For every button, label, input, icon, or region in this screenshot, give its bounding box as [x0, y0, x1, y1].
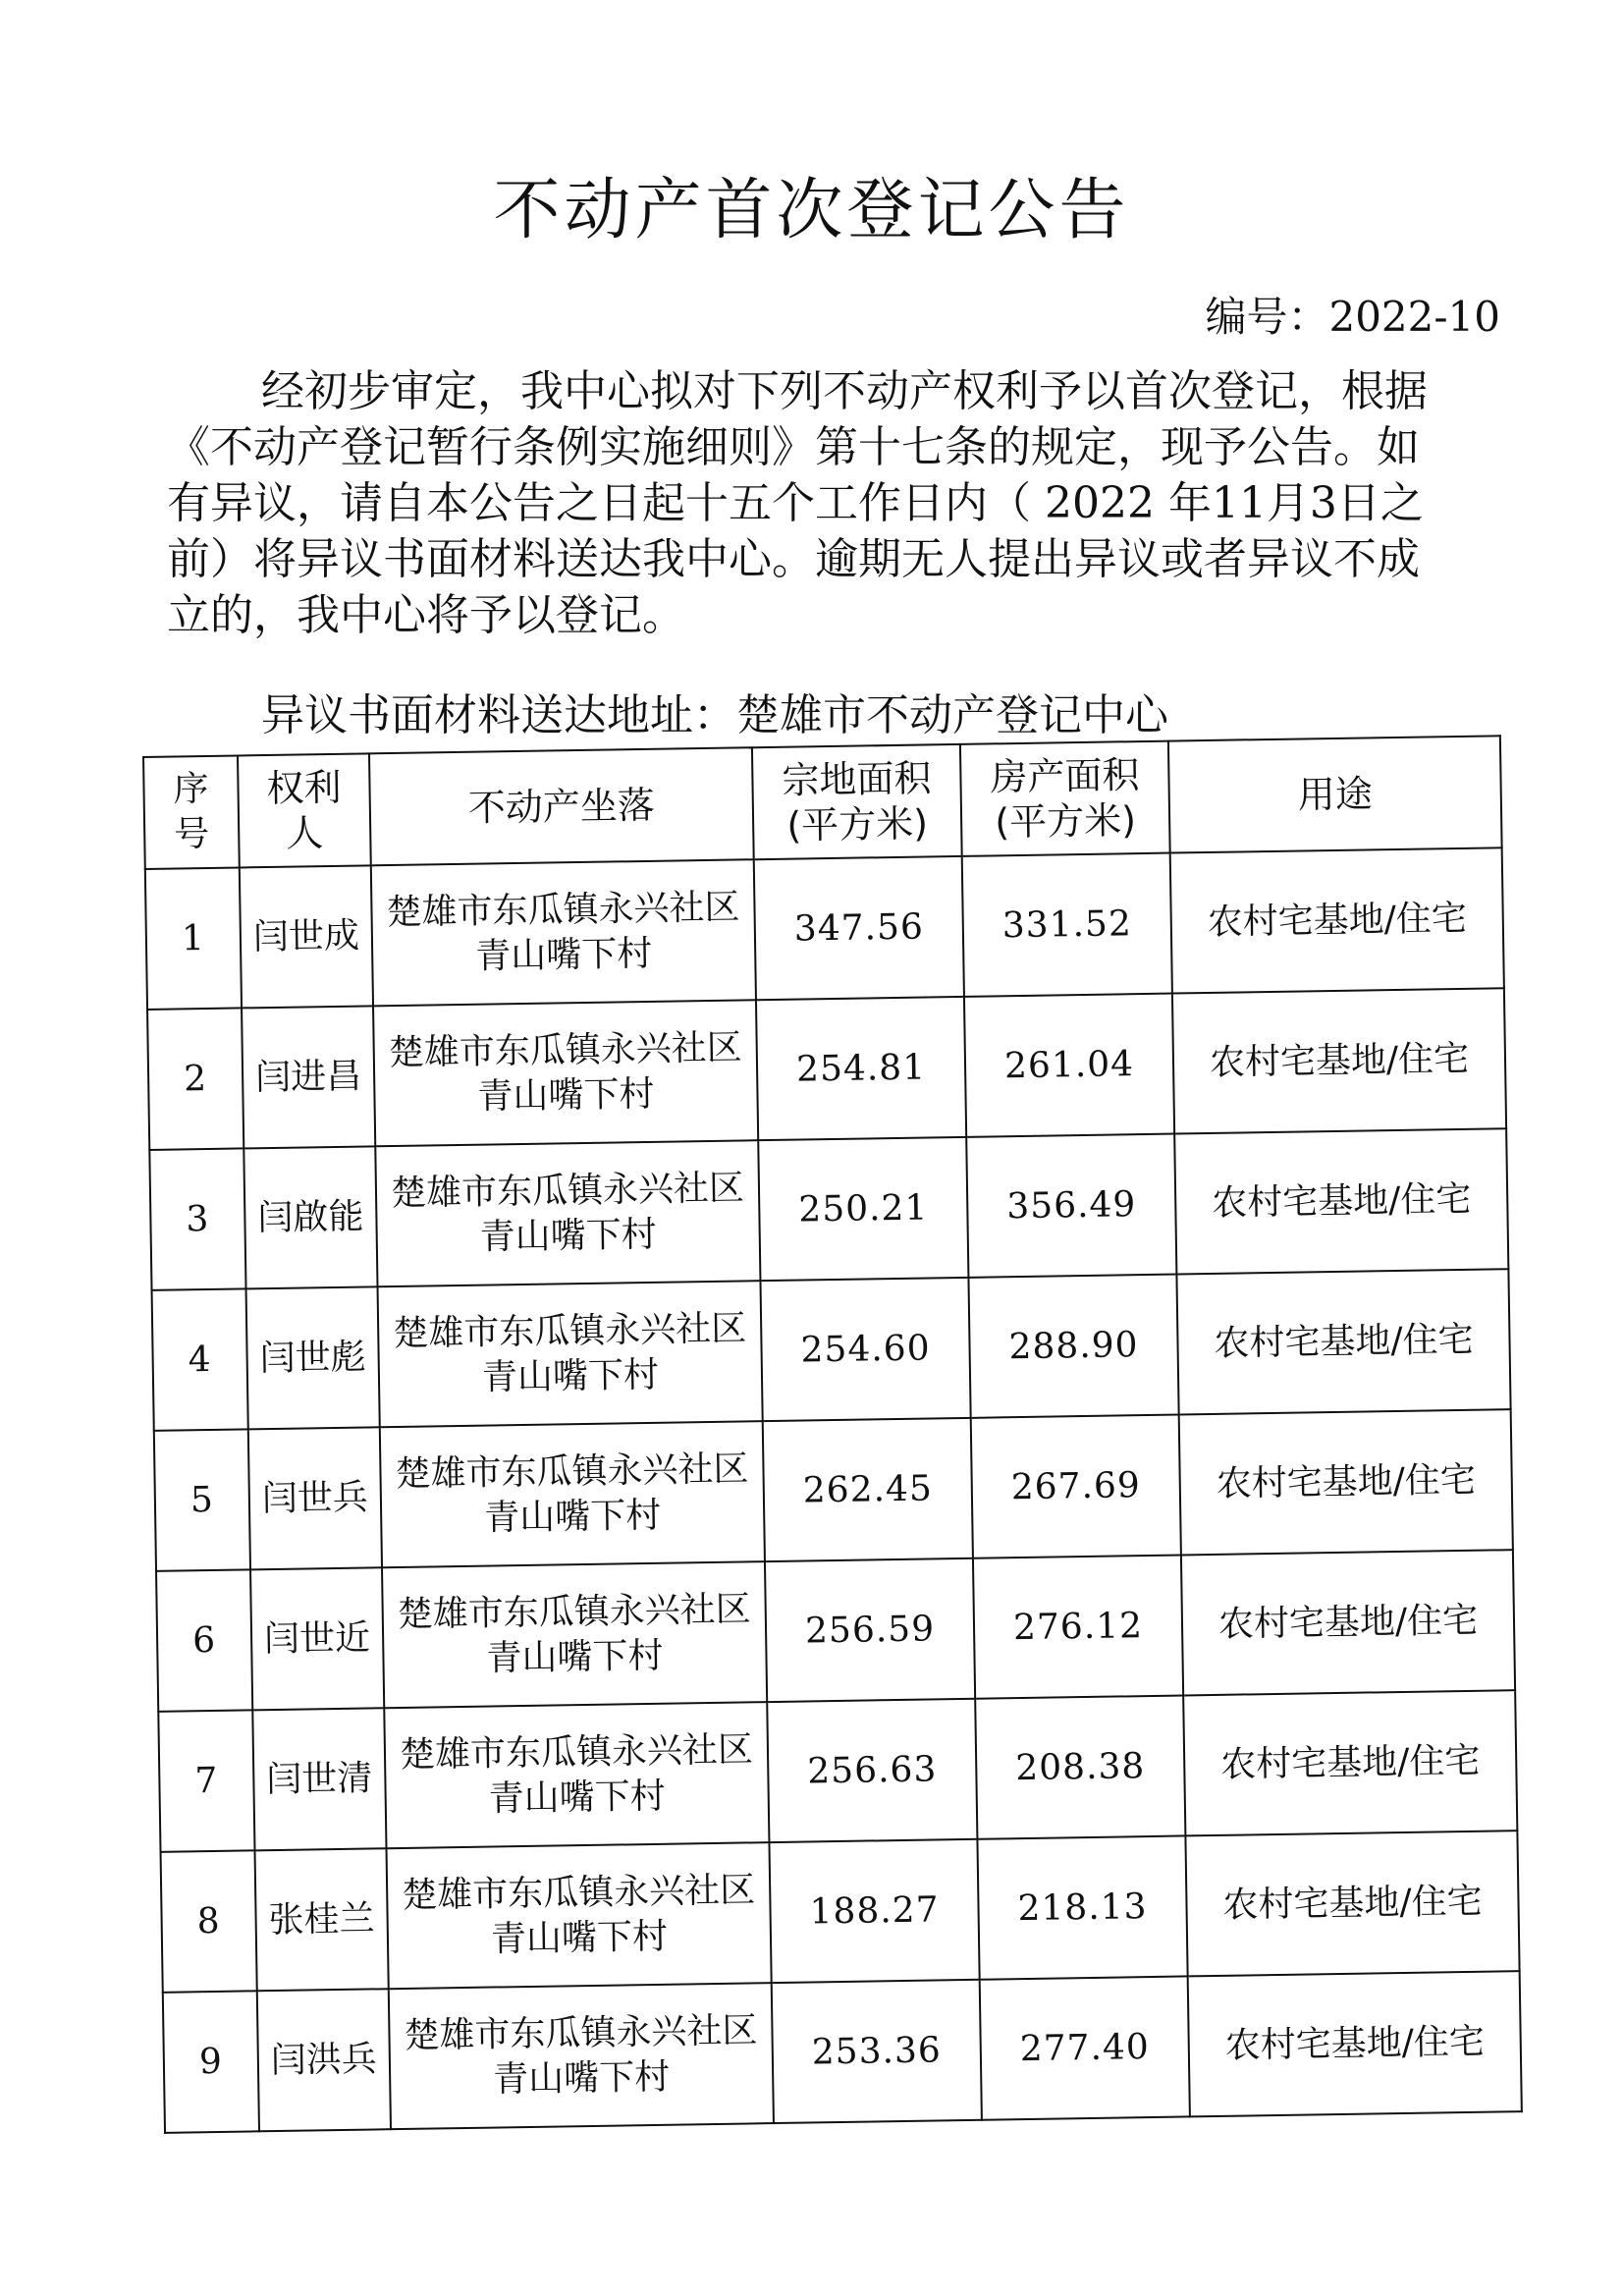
cell-land-area: 254.81	[756, 997, 966, 1140]
cell-location: 楚雄市东瓜镇永兴社区青山嘴下村	[389, 1983, 774, 2129]
cell-owner: 闫世兵	[248, 1427, 382, 1569]
table-row	[154, 1409, 1513, 1571]
cell-land-area: 256.63	[767, 1699, 977, 1842]
cell-usage: 农村宅基地/住宅	[1183, 1690, 1517, 1835]
cell-location: 楚雄市东瓜镇永兴社区青山嘴下村	[384, 1702, 769, 1848]
table-row	[147, 988, 1506, 1150]
cell-seq: 6	[156, 1569, 252, 1711]
cell-house-area: 356.49	[966, 1134, 1176, 1278]
header-seq: 序号	[143, 755, 240, 868]
cell-owner: 闫啟能	[243, 1146, 377, 1288]
cell-location: 楚雄市东瓜镇永兴社区青山嘴下村	[375, 1140, 760, 1286]
cell-owner: 闫世清	[252, 1708, 386, 1850]
cell-land-area: 262.45	[763, 1418, 973, 1561]
table-row	[156, 1550, 1515, 1712]
cell-location: 楚雄市东瓜镇永兴社区青山嘴下村	[387, 1842, 772, 1989]
page-title: 不动产首次登记公告	[493, 172, 1130, 249]
cell-seq: 1	[145, 867, 242, 1009]
cell-land-area: 256.59	[765, 1558, 975, 1702]
cell-land-area: 250.21	[758, 1137, 968, 1281]
cell-usage: 农村宅基地/住宅	[1176, 1269, 1510, 1414]
cell-owner: 闫洪兵	[257, 1989, 391, 2131]
table-row	[163, 1971, 1522, 2133]
cell-land-area: 347.56	[754, 856, 964, 1000]
header-land-area: 宗地面积(平方米)	[752, 744, 962, 859]
cell-usage: 农村宅基地/住宅	[1170, 847, 1504, 993]
cell-house-area: 331.52	[962, 853, 1172, 997]
cell-house-area: 288.90	[968, 1275, 1178, 1418]
table-body	[145, 847, 1522, 2133]
cell-seq: 9	[163, 1991, 259, 2132]
cell-owner: 闫世近	[250, 1567, 384, 1710]
header-house-area: 房产面积(平方米)	[960, 741, 1170, 856]
cell-location: 楚雄市东瓜镇永兴社区青山嘴下村	[380, 1421, 765, 1567]
header-usage: 用途	[1168, 736, 1502, 852]
cell-seq: 4	[152, 1288, 248, 1430]
table-row	[149, 1128, 1508, 1290]
cell-usage: 农村宅基地/住宅	[1181, 1550, 1515, 1695]
cell-usage: 农村宅基地/住宅	[1179, 1409, 1513, 1555]
objection-address-paragraph: 异议书面材料送达地址：楚雄市不动产登记中心	[261, 690, 1168, 740]
cell-house-area: 261.04	[964, 994, 1174, 1137]
cell-owner: 张桂兰	[255, 1848, 389, 1991]
cell-location: 楚雄市东瓜镇永兴社区青山嘴下村	[371, 859, 756, 1006]
cell-house-area: 276.12	[973, 1555, 1183, 1698]
document-number: 编号：2022-10	[1205, 293, 1500, 341]
cell-usage: 农村宅基地/住宅	[1174, 1128, 1508, 1274]
cell-seq: 7	[158, 1710, 254, 1851]
cell-seq: 8	[161, 1850, 257, 1992]
cell-owner: 闫进昌	[242, 1006, 375, 1148]
cell-house-area: 208.38	[975, 1695, 1185, 1838]
table-row	[161, 1831, 1520, 1993]
cell-house-area: 277.40	[980, 1976, 1190, 2119]
cell-land-area: 188.27	[769, 1839, 979, 1983]
cell-seq: 2	[147, 1008, 243, 1149]
cell-usage: 农村宅基地/住宅	[1172, 988, 1506, 1133]
table-row	[158, 1690, 1517, 1852]
cell-location: 楚雄市东瓜镇永兴社区青山嘴下村	[373, 1000, 758, 1146]
cell-owner: 闫世成	[240, 865, 373, 1008]
cell-usage: 农村宅基地/住宅	[1188, 1971, 1522, 2116]
cell-location: 楚雄市东瓜镇永兴社区青山嘴下村	[382, 1561, 767, 1708]
cell-house-area: 267.69	[971, 1415, 1181, 1558]
header-owner: 权利人	[238, 753, 371, 867]
cell-land-area: 253.36	[772, 1980, 982, 2123]
cell-usage: 农村宅基地/住宅	[1185, 1831, 1519, 1976]
cell-house-area: 218.13	[977, 1835, 1187, 1979]
cell-seq: 3	[149, 1148, 245, 1289]
table-row	[152, 1269, 1511, 1431]
header-location: 不动产坐落	[369, 747, 754, 865]
notice-paragraph: 经初步审定，我中心拟对下列不动产权利予以首次登记，根据《不动产登记暂行条例实施细则》第十七条的规定，现予公告。如有异议，请自本公告之日起十五个工作日内（ 2022 年11月3日之前）将异议书面材料送达我中心。逾期无人提出异议或者异议不成立的，我中心将予以登记。	[167, 366, 1428, 640]
table-header-row	[143, 736, 1502, 869]
cell-seq: 5	[154, 1429, 250, 1570]
cell-owner: 闫世彪	[246, 1286, 380, 1429]
registration-table-wrapper	[142, 735, 1521, 2134]
cell-location: 楚雄市东瓜镇永兴社区青山嘴下村	[378, 1281, 763, 1427]
table-row	[145, 847, 1504, 1010]
cell-land-area: 254.60	[760, 1278, 970, 1421]
registration-table	[142, 735, 1523, 2134]
